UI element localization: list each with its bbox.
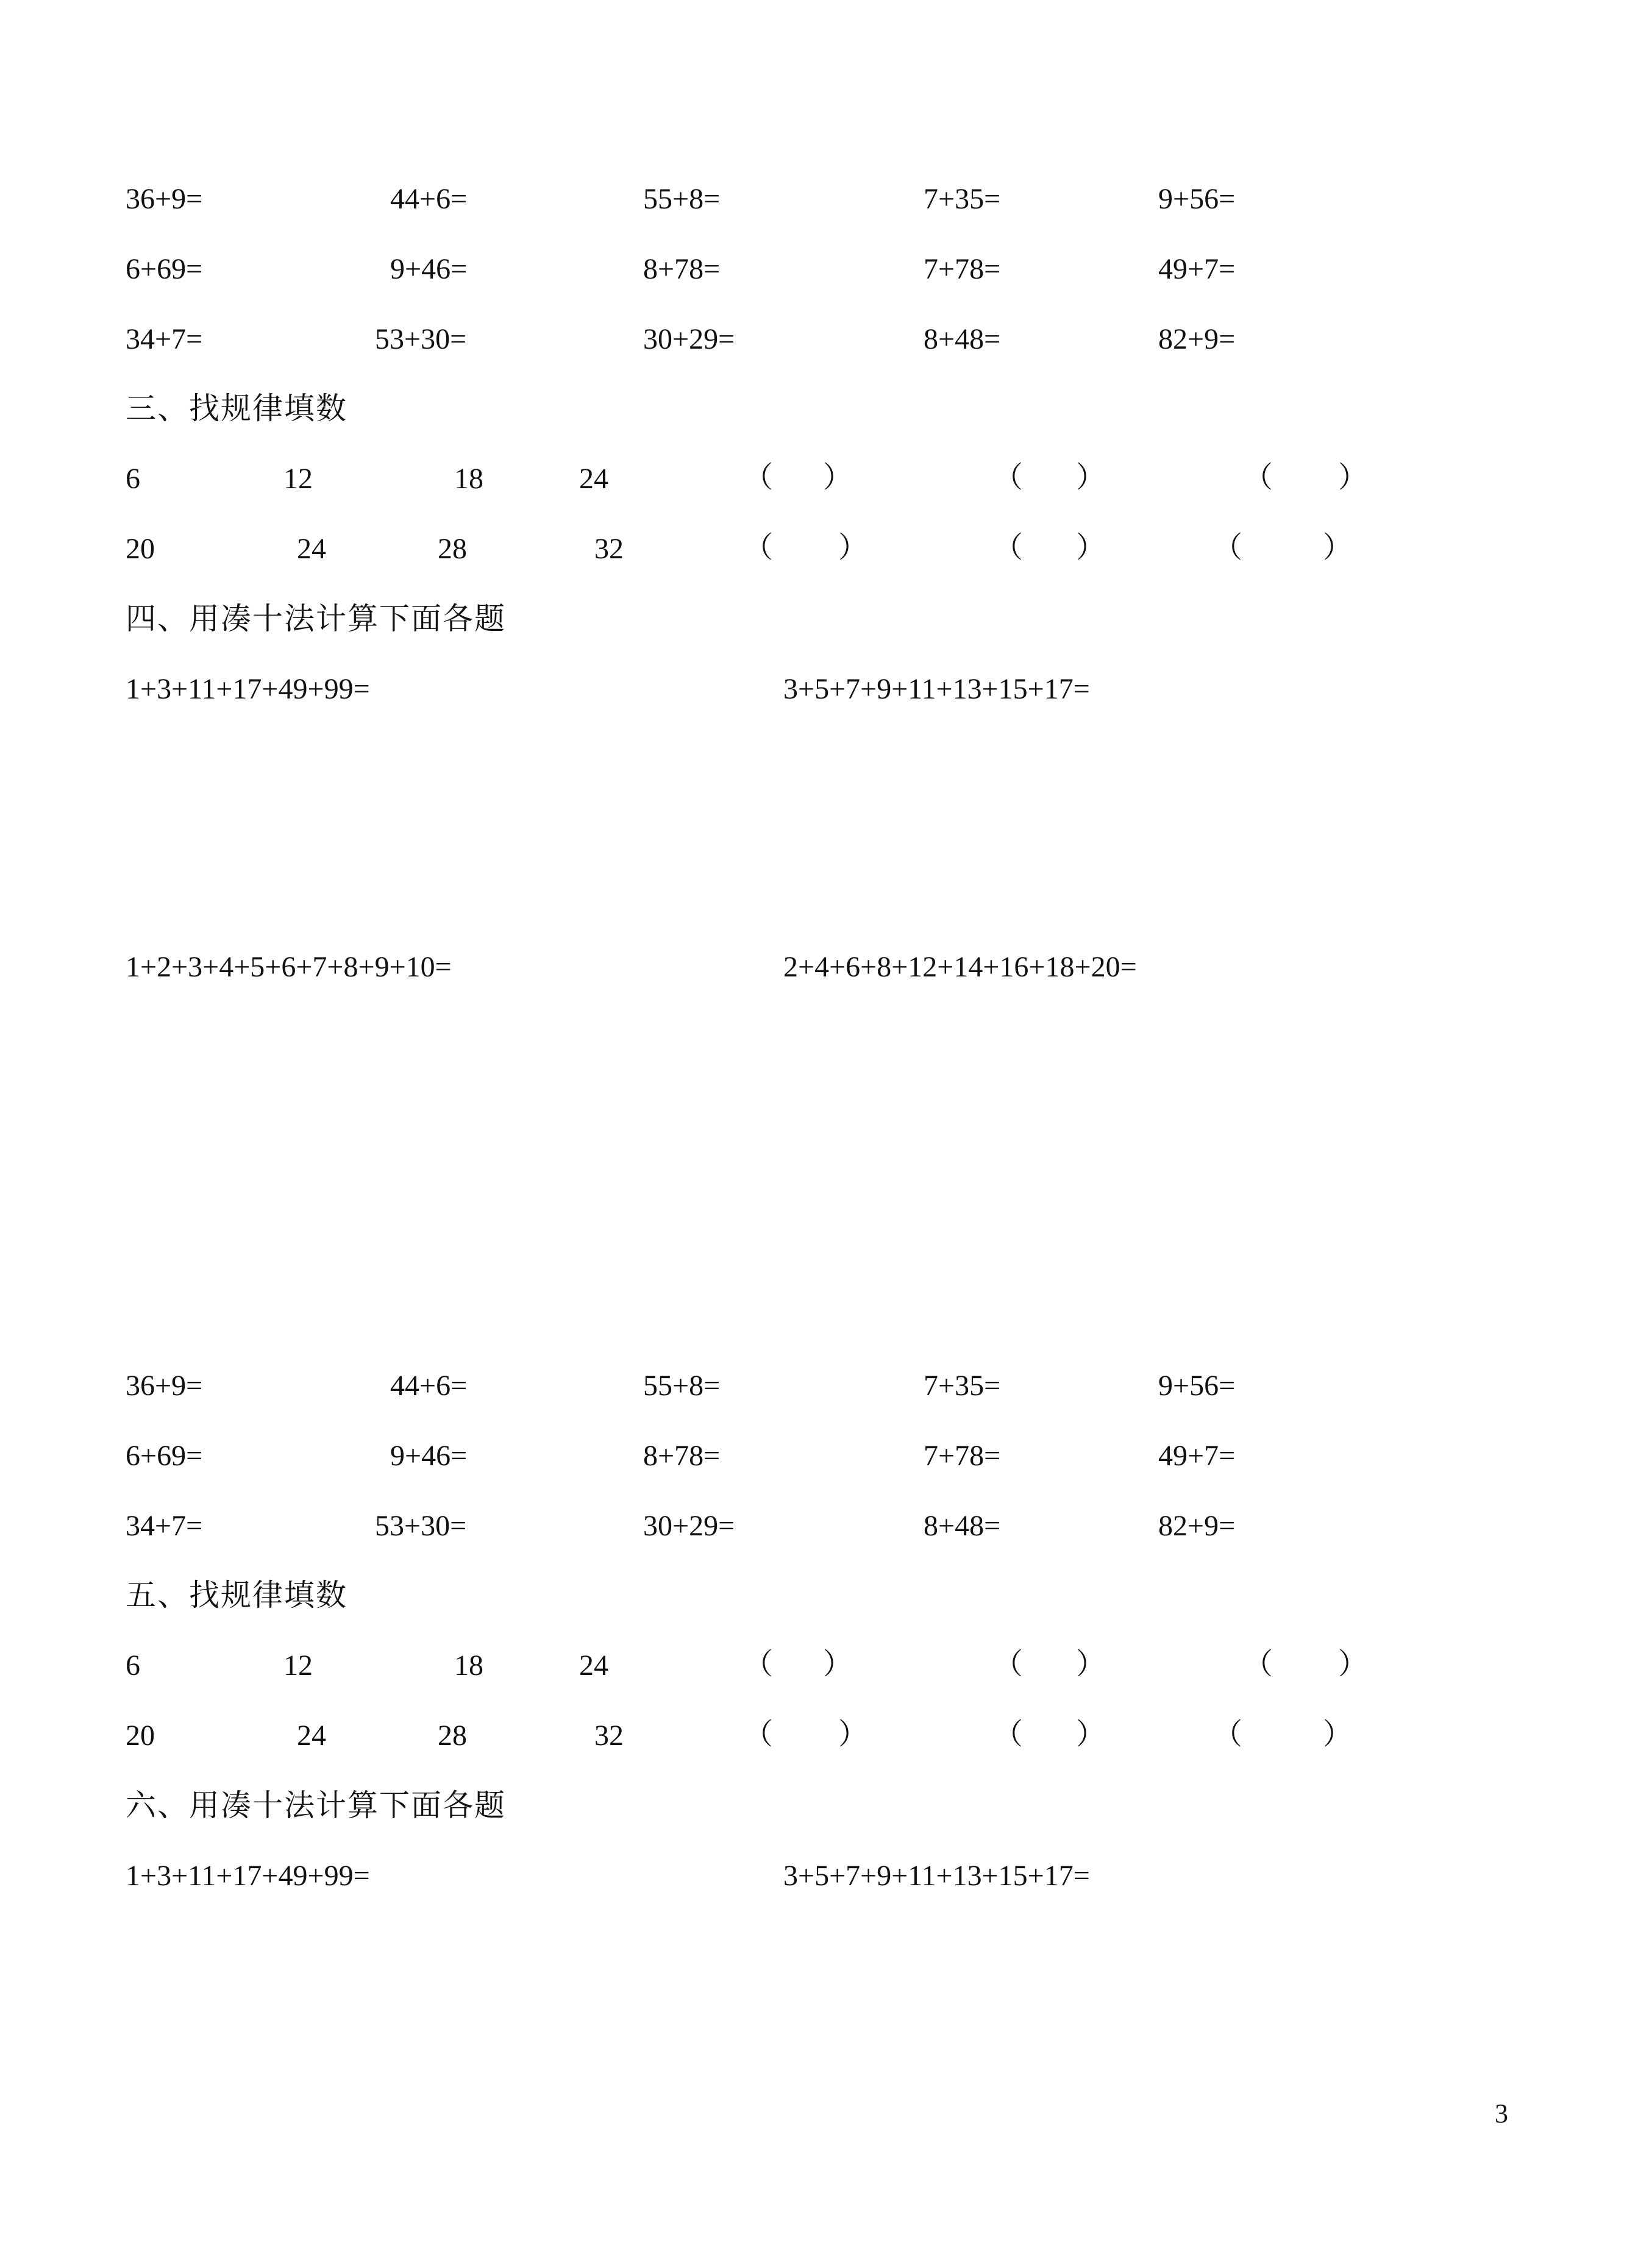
problem: 53+30= — [375, 1510, 467, 1542]
problem: 8+78= — [643, 253, 721, 285]
blank-close: ） — [823, 461, 853, 494]
blank-open: （ — [744, 461, 774, 494]
sequence-number: 24 — [297, 533, 326, 565]
problem: 6+69= — [126, 1440, 203, 1472]
problem: 1+3+11+17+49+99= — [126, 673, 370, 705]
blank-open: （ — [744, 1718, 774, 1751]
sequence-number: 28 — [438, 533, 467, 565]
problem: 36+9= — [126, 183, 203, 215]
sequence-number: 24 — [579, 463, 608, 495]
blank-close: ） — [823, 1648, 853, 1680]
problem: 49+7= — [1158, 253, 1236, 285]
sequence-number: 24 — [297, 1719, 326, 1752]
problem: 30+29= — [643, 1510, 735, 1542]
blank-close: ） — [1323, 1718, 1353, 1751]
problem: 55+8= — [643, 1370, 721, 1402]
problem: 34+7= — [126, 323, 203, 355]
blank-open: （ — [1213, 1718, 1243, 1751]
problem: 9+46= — [390, 253, 468, 285]
problem: 44+6= — [390, 1370, 468, 1402]
sequence-number: 18 — [454, 463, 483, 495]
blank-open: （ — [1213, 531, 1243, 564]
blank-open: （ — [994, 461, 1024, 494]
blank-close: ） — [1338, 461, 1368, 494]
problem: 7+35= — [924, 183, 1001, 215]
problem: 53+30= — [375, 323, 467, 355]
blank-close: ） — [838, 531, 868, 564]
problem: 1+2+3+4+5+6+7+8+9+10= — [126, 951, 452, 983]
problem: 82+9= — [1158, 323, 1236, 355]
blank-close: ） — [1338, 1648, 1368, 1680]
problem: 44+6= — [390, 183, 468, 215]
blank-open: （ — [744, 1648, 774, 1680]
problem: 6+69= — [126, 253, 203, 285]
problem: 7+35= — [924, 1370, 1001, 1402]
sequence-number: 24 — [579, 1649, 608, 1682]
problem: 3+5+7+9+11+13+15+17= — [783, 673, 1090, 705]
problem: 7+78= — [924, 1440, 1001, 1472]
problem: 3+5+7+9+11+13+15+17= — [783, 1860, 1090, 1892]
problem: 55+8= — [643, 183, 721, 215]
blank-close: ） — [838, 1718, 868, 1751]
blank-close: ） — [1076, 461, 1106, 494]
sequence-number: 12 — [283, 463, 313, 495]
blank-open: （ — [994, 1718, 1024, 1751]
problem: 9+56= — [1158, 1370, 1236, 1402]
problem: 8+48= — [924, 1510, 1001, 1542]
problem: 82+9= — [1158, 1510, 1236, 1542]
blank-open: （ — [744, 531, 774, 564]
problem: 8+78= — [643, 1440, 721, 1472]
problem: 36+9= — [126, 1370, 203, 1402]
section-heading: 六、用凑十法计算下面各题 — [126, 1788, 506, 1823]
sequence-number: 6 — [126, 1649, 140, 1682]
blank-close: ） — [1076, 531, 1106, 564]
sequence-number: 28 — [438, 1719, 467, 1752]
blank-open: （ — [994, 531, 1024, 564]
section-heading: 四、用凑十法计算下面各题 — [126, 601, 506, 636]
sequence-number: 18 — [454, 1649, 483, 1682]
section-heading: 三、找规律填数 — [126, 391, 347, 426]
problem: 2+4+6+8+12+14+16+18+20= — [783, 951, 1137, 983]
section-heading: 五、找规律填数 — [126, 1577, 347, 1613]
sequence-number: 20 — [126, 1719, 155, 1752]
problem: 1+3+11+17+49+99= — [126, 1860, 370, 1892]
problem: 49+7= — [1158, 1440, 1236, 1472]
blank-close: ） — [1323, 531, 1353, 564]
problem: 8+48= — [924, 323, 1001, 355]
blank-close: ） — [1076, 1718, 1106, 1751]
blank-open: （ — [994, 1648, 1024, 1680]
sequence-number: 20 — [126, 533, 155, 565]
page-number: 3 — [1495, 2099, 1508, 2128]
sequence-number: 32 — [594, 1719, 624, 1752]
problem: 9+56= — [1158, 183, 1236, 215]
problem: 34+7= — [126, 1510, 203, 1542]
sequence-number: 12 — [283, 1649, 313, 1682]
problem: 9+46= — [390, 1440, 468, 1472]
blank-open: （ — [1244, 461, 1273, 494]
problem: 30+29= — [643, 323, 735, 355]
sequence-number: 6 — [126, 463, 140, 495]
sequence-number: 32 — [594, 533, 624, 565]
problem: 7+78= — [924, 253, 1001, 285]
blank-open: （ — [1244, 1648, 1273, 1680]
blank-close: ） — [1076, 1648, 1106, 1680]
